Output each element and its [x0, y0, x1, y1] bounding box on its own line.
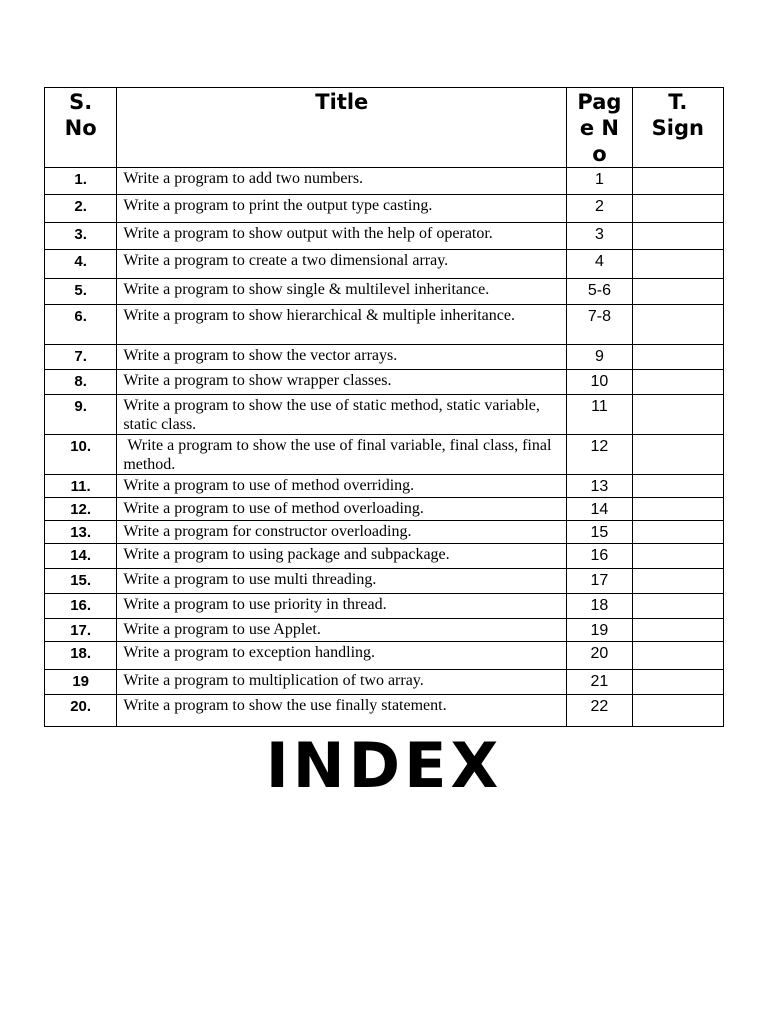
row-teacher-sign-cell [632, 521, 723, 544]
row-title: Write a program for constructor overloading. [117, 521, 567, 544]
row-page-number: 3 [567, 223, 632, 250]
row-serial-number: 15. [45, 569, 117, 594]
row-teacher-sign-cell [632, 695, 723, 727]
table-row [45, 544, 724, 569]
row-serial-number: 10. [45, 435, 117, 475]
row-teacher-sign-cell [632, 544, 723, 569]
header-teacher-sign: T. Sign [632, 88, 723, 168]
header-page-number: Page No [567, 88, 632, 168]
row-teacher-sign-cell [632, 168, 723, 195]
row-teacher-sign-cell [632, 670, 723, 695]
table-body [45, 168, 724, 727]
row-page-number: 4 [567, 250, 632, 279]
row-title: Write a program to use Applet. [117, 619, 567, 642]
row-page-number: 20 [567, 642, 632, 670]
row-title: Write a program to show output with the help of operator. [117, 223, 567, 250]
row-teacher-sign-cell [632, 642, 723, 670]
table-row [45, 395, 724, 435]
table-row [45, 250, 724, 279]
row-serial-number: 17. [45, 619, 117, 642]
table-row [45, 223, 724, 250]
row-serial-number: 6. [45, 305, 117, 345]
row-serial-number: 7. [45, 345, 117, 370]
row-title: Write a program to using package and subpackage. [117, 544, 567, 569]
row-teacher-sign-cell [632, 345, 723, 370]
row-page-number: 9 [567, 345, 632, 370]
row-title: Write a program to multiplication of two array. [117, 670, 567, 695]
table-row [45, 370, 724, 395]
row-title: Write a program to show wrapper classes. [117, 370, 567, 395]
row-serial-number: 12. [45, 498, 117, 521]
header-title: Title [117, 88, 567, 168]
row-title: Write a program to create a two dimensional array. [117, 250, 567, 279]
row-teacher-sign-cell [632, 279, 723, 305]
table-row [45, 279, 724, 305]
row-title: Write a program to exception handling. [117, 642, 567, 670]
row-title: Write a program to use priority in thread. [117, 594, 567, 619]
row-page-number: 10 [567, 370, 632, 395]
row-title: Write a program to show the use of static method, static variable, static class. [117, 395, 567, 435]
row-page-number: 18 [567, 594, 632, 619]
row-page-number: 7-8 [567, 305, 632, 345]
table-row [45, 642, 724, 670]
row-teacher-sign-cell [632, 594, 723, 619]
row-serial-number: 2. [45, 195, 117, 223]
table-row [45, 521, 724, 544]
table-row [45, 475, 724, 498]
row-page-number: 17 [567, 569, 632, 594]
row-title: Write a program to print the output type casting. [117, 195, 567, 223]
table-row [45, 695, 724, 727]
row-page-number: 14 [567, 498, 632, 521]
row-page-number: 5-6 [567, 279, 632, 305]
row-serial-number: 3. [45, 223, 117, 250]
row-page-number: 13 [567, 475, 632, 498]
row-page-number: 11 [567, 395, 632, 435]
row-serial-number: 5. [45, 279, 117, 305]
row-page-number: 21 [567, 670, 632, 695]
row-serial-number: 16. [45, 594, 117, 619]
table-row [45, 305, 724, 345]
row-teacher-sign-cell [632, 195, 723, 223]
row-title: Write a program to show hierarchical & multiple inheritance. [117, 305, 567, 345]
row-teacher-sign-cell [632, 370, 723, 395]
row-serial-number: 14. [45, 544, 117, 569]
table-row [45, 670, 724, 695]
table-header-row [45, 88, 724, 168]
table-row [45, 569, 724, 594]
row-title: Write a program to show the vector arrays. [117, 345, 567, 370]
row-page-number: 1 [567, 168, 632, 195]
row-serial-number: 19 [45, 670, 117, 695]
row-title: Write a program to use of method overloading. [117, 498, 567, 521]
table-row [45, 345, 724, 370]
table-row [45, 594, 724, 619]
row-teacher-sign-cell [632, 498, 723, 521]
table-row [45, 619, 724, 642]
row-serial-number: 11. [45, 475, 117, 498]
row-teacher-sign-cell [632, 395, 723, 435]
table-row [45, 168, 724, 195]
row-title: Write a program to show single & multilevel inheritance. [117, 279, 567, 305]
row-serial-number: 9. [45, 395, 117, 435]
row-title: Write a program to add two numbers. [117, 168, 567, 195]
row-serial-number: 13. [45, 521, 117, 544]
row-serial-number: 1. [45, 168, 117, 195]
row-title: Write a program to use multi threading. [117, 569, 567, 594]
row-title: Write a program to show the use finally statement. [117, 695, 567, 727]
row-serial-number: 4. [45, 250, 117, 279]
table-row [45, 435, 724, 475]
row-teacher-sign-cell [632, 619, 723, 642]
table-row [45, 498, 724, 521]
row-page-number: 19 [567, 619, 632, 642]
page-heading: INDEX [265, 729, 503, 802]
row-title: Write a program to show the use of final variable, final class, final method. [117, 435, 567, 475]
table-row [45, 195, 724, 223]
row-title: Write a program to use of method overriding. [117, 475, 567, 498]
header-serial-number: S. No [45, 88, 117, 168]
index-table [44, 87, 724, 727]
row-page-number: 2 [567, 195, 632, 223]
row-teacher-sign-cell [632, 475, 723, 498]
row-page-number: 16 [567, 544, 632, 569]
row-teacher-sign-cell [632, 223, 723, 250]
row-serial-number: 18. [45, 642, 117, 670]
row-serial-number: 8. [45, 370, 117, 395]
row-teacher-sign-cell [632, 250, 723, 279]
row-page-number: 15 [567, 521, 632, 544]
row-page-number: 22 [567, 695, 632, 727]
row-teacher-sign-cell [632, 305, 723, 345]
row-serial-number: 20. [45, 695, 117, 727]
row-teacher-sign-cell [632, 569, 723, 594]
row-page-number: 12 [567, 435, 632, 475]
row-teacher-sign-cell [632, 435, 723, 475]
